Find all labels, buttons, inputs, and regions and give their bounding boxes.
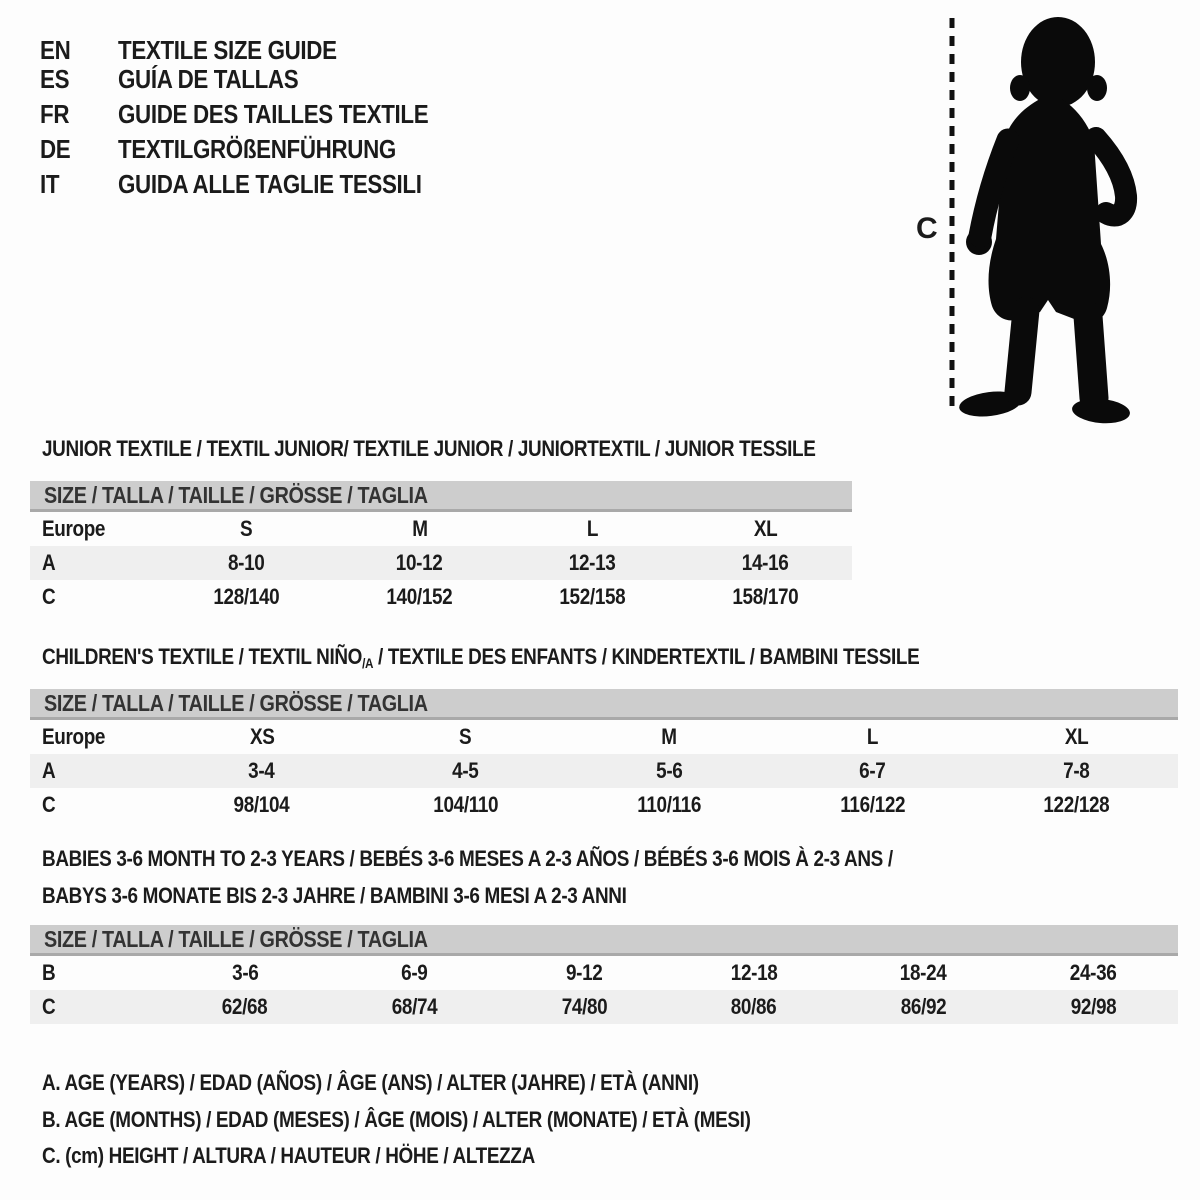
row-label: Europe [42,724,106,749]
junior-size-table [30,481,852,614]
legend-age-years: A. AGE (YEARS) / EDAD (AÑOS) / ÂGE (ANS) / ALTER (JAHRE) / ETÀ (ANNI) [42,1070,699,1095]
value-cell: 24-36 [1069,960,1117,985]
size-cell: S [459,724,472,749]
value-cell: 68/74 [391,994,438,1019]
language-title: GUIDE DES TAILLES TEXTILE [118,99,429,129]
size-cell: XL [1064,724,1088,749]
value-cell: 9-12 [565,960,603,985]
row-label: C [42,994,56,1019]
baby-silhouette-icon [938,14,1140,426]
size-cell: S [240,516,253,541]
language-code: EN [40,35,71,65]
section-title-line1: BABIES 3-6 MONTH TO 2-3 YEARS / BEBÉS 3-6 MESES A 2-3 AÑOS / BÉBÉS 3-6 MOIS À 2-3 ANS / [42,846,893,871]
section-title-line2: BABYS 3-6 MONATE BIS 2-3 JAHRE / BAMBINI 3-6 MESI A 2-3 ANNI [42,883,627,908]
row-label: B [42,960,56,985]
size-header-bar [30,925,1178,956]
table-row-europe [30,720,1178,754]
size-header-text: SIZE / TALLA / TAILLE / GRÖSSE / TAGLIA [44,481,428,508]
table-row-age [30,754,1178,788]
value-cell: 3-6 [231,960,258,985]
value-cell: 122/128 [1043,792,1110,817]
value-cell: 4-5 [452,758,479,783]
babies-size-table [30,925,1178,1024]
value-cell: 86/92 [900,994,947,1019]
value-cell: 18-24 [900,960,947,985]
size-cell: L [586,516,599,541]
size-cell: M [661,724,677,749]
size-header-bar [30,481,852,512]
value-cell: 158/170 [732,584,799,609]
value-cell: 92/98 [1070,994,1117,1019]
value-cell: 6-9 [401,960,428,985]
language-code: IT [40,169,60,199]
table-row-height [30,788,1178,822]
legend-height-cm: C. (cm) HEIGHT / ALTURA / HAUTEUR / HÖHE / ALTEZZA [42,1143,535,1168]
row-label: Europe [42,516,106,541]
table-row-height [30,990,1178,1024]
table-row-europe [30,512,852,546]
height-measure-label: C [916,212,938,245]
size-cell: XS [249,724,275,749]
row-label: C [42,792,56,817]
value-cell: 12-13 [569,550,616,575]
value-cell: 104/110 [432,792,498,817]
value-cell: 7-8 [1063,758,1090,783]
table-row-height [30,580,852,614]
value-cell: 116/122 [840,792,906,817]
value-cell: 12-18 [730,960,778,985]
row-label: A [42,550,56,575]
value-cell: 110/116 [637,792,701,817]
value-cell: 8-10 [228,550,265,575]
language-title: TEXTILE SIZE GUIDE [118,35,337,65]
language-code: ES [40,64,70,94]
value-cell: 5-6 [655,758,683,783]
value-cell: 62/68 [222,994,268,1019]
value-cell: 128/140 [213,584,280,609]
value-cell: 10-12 [396,550,443,575]
value-cell: 140/152 [386,584,453,609]
size-header-bar [30,689,1178,720]
legend-age-months: B. AGE (MONTHS) / EDAD (MESES) / ÂGE (MOIS) / ALTER (MONATE) / ETÀ (MESI) [42,1107,751,1132]
value-cell: 74/80 [561,994,607,1019]
language-title: GUIDA ALLE TAGLIE TESSILI [118,169,422,199]
language-title: GUÍA DE TALLAS [118,64,299,94]
value-cell: 6-7 [859,758,886,783]
language-code: DE [40,134,71,164]
section-title-text: JUNIOR TEXTILE / TEXTIL JUNIOR/ TEXTILE JUNIOR / JUNIORTEXTIL / JUNIOR TESSILE [42,436,816,461]
value-cell: 80/86 [731,994,777,1019]
language-title: TEXTILGRÖßENFÜHRUNG [118,134,396,164]
value-cell: 3-4 [248,758,275,783]
section-title-junior [42,436,941,462]
value-cell: 152/158 [559,584,626,609]
size-cell: XL [753,516,778,541]
section-title-text: CHILDREN'S TEXTILE / TEXTIL NIÑO/A / TEXTILE DES ENFANTS / KINDERTEXTIL / BAMBINI TESSILE [42,644,920,671]
row-label: A [42,758,56,783]
size-cell: L [866,724,879,749]
value-cell: 98/104 [233,792,290,817]
language-code: FR [40,99,70,129]
nino-a-suffix: /A [362,655,374,671]
section-title-babies [42,846,1031,909]
section-title-children [42,644,1062,677]
value-cell: 14-16 [742,550,789,575]
table-row-age [30,546,852,580]
size-header-text: SIZE / TALLA / TAILLE / GRÖSSE / TAGLIA [44,689,428,716]
row-label: C [42,584,56,609]
size-header-text: SIZE / TALLA / TAILLE / GRÖSSE / TAGLIA [44,925,428,952]
children-size-table [30,689,1178,822]
table-row-months [30,956,1178,990]
size-cell: M [411,516,428,541]
